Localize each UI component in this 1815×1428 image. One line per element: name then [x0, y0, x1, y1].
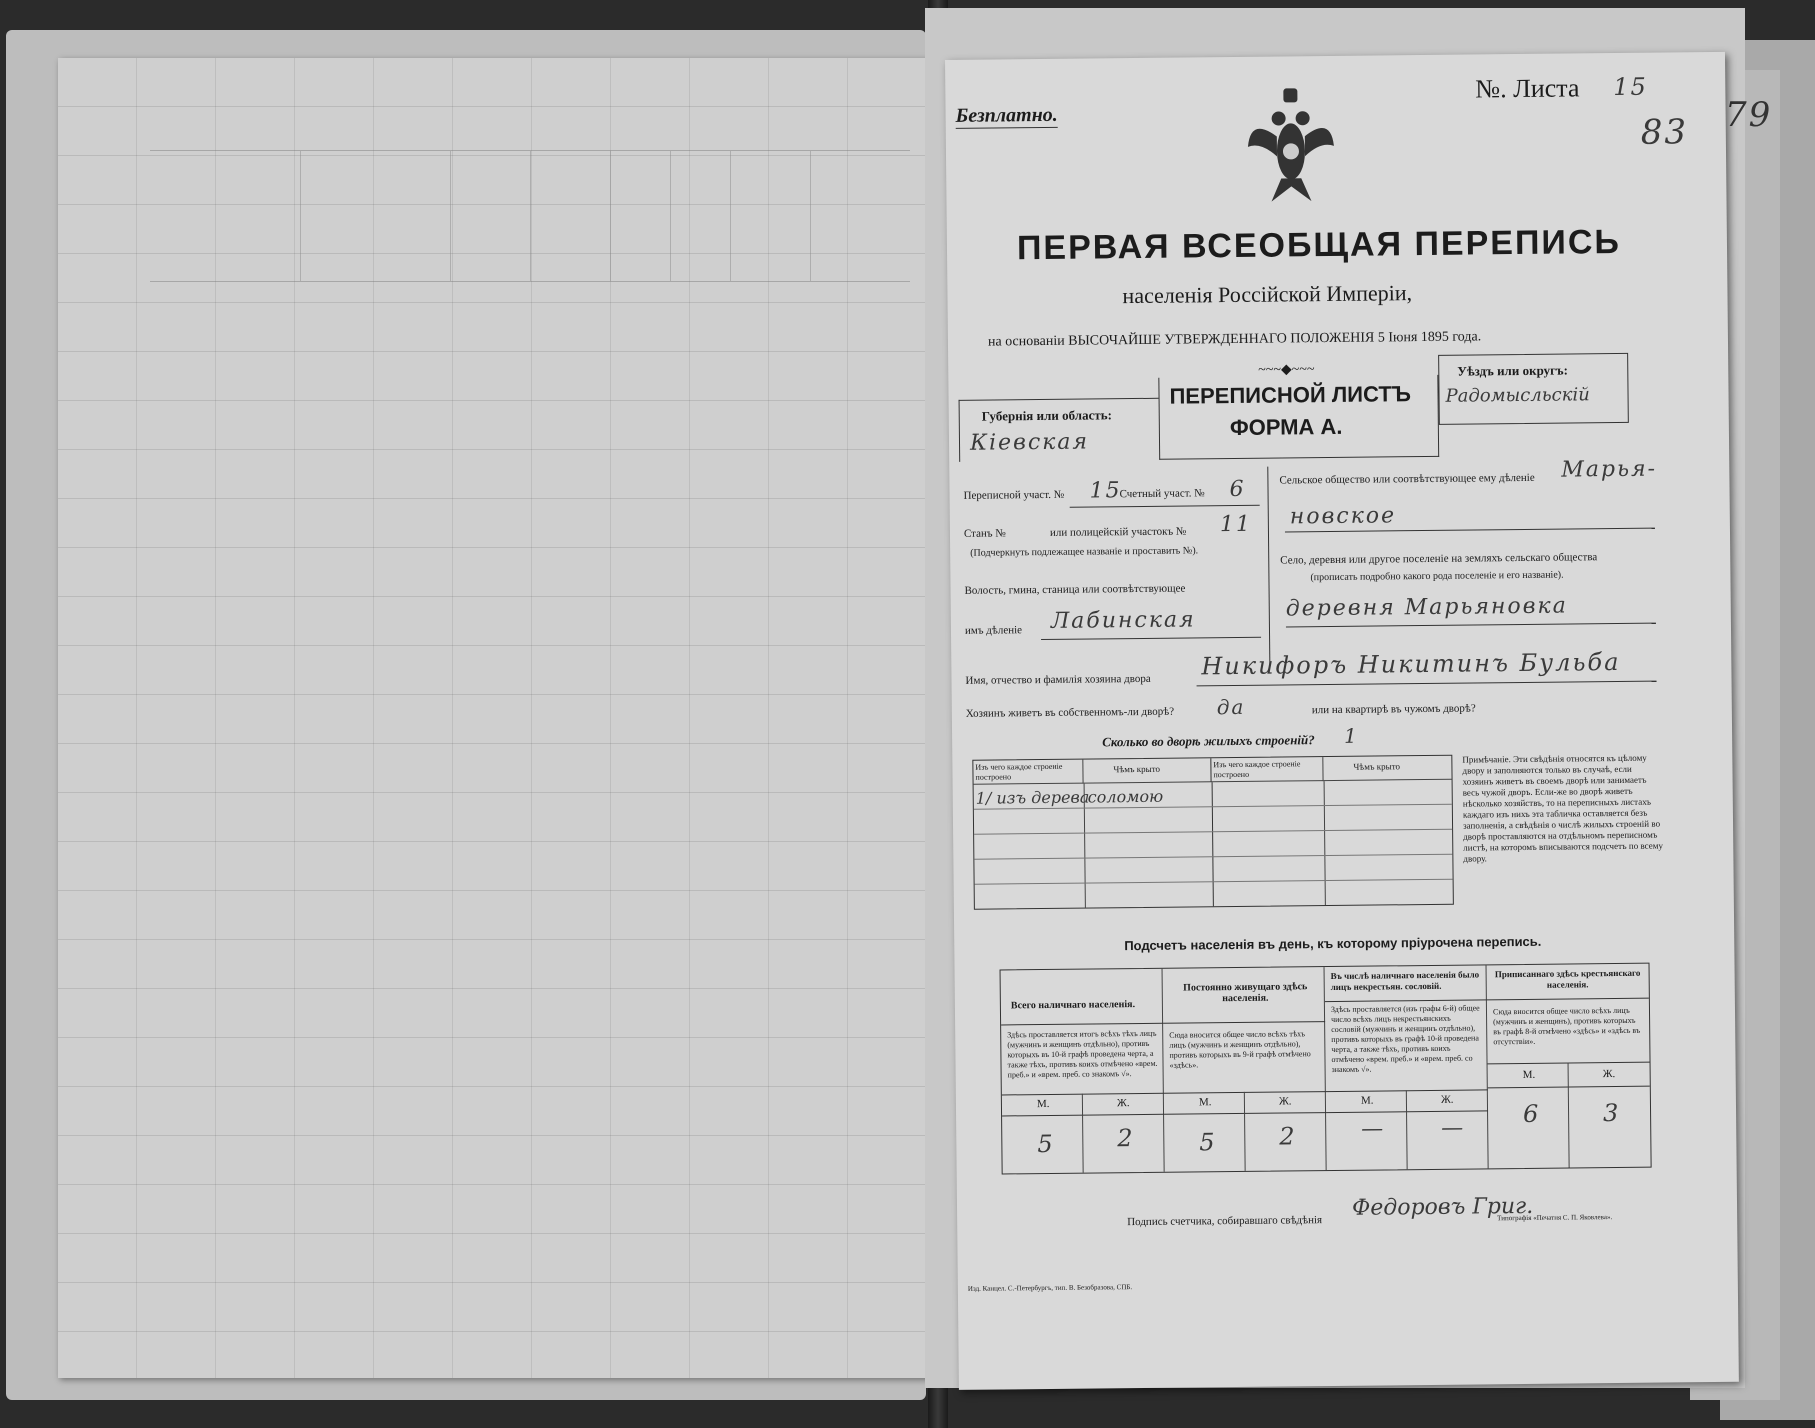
tally-female: 2 — [1117, 1124, 1135, 1153]
tally-desc: Здѣсь проставляется итогъ всѣхъ тѣхъ лицъ (мужчинъ и женщинъ отдѣльно), противъ которыхъ въ 10-й графѣ проведена черта, а также тѣхъ, противъ коихъ отмѣчено «врем. преб.» и «врем. преб. со знакомъ √». — [1007, 1028, 1158, 1080]
sheet-number-label: №. Листа — [1475, 73, 1580, 104]
census-area-label: Переписной участ. № — [963, 488, 1065, 502]
district-value: Радомысльскій — [1445, 384, 1590, 407]
tally-male: 6 — [1522, 1099, 1541, 1129]
printer-left: Изд. Канцел. С.-Петербургъ, тип. В. Безобразова, СПБ. — [967, 1283, 1133, 1293]
printer-right: Типографія «Печатня С. П. Яковлева». — [1497, 1213, 1613, 1223]
tally-desc: Сюда вносится общее число всѣхъ лицъ (мужчинъ и женщинъ), противъ которыхъ въ графѣ 8-й отмѣчено «здѣсь» и «здѣсь въ отсутствіи». — [1492, 1005, 1641, 1047]
stan-label: Станъ № — [963, 527, 1006, 540]
count-area-value: 6 — [1229, 476, 1246, 503]
male-label: М. — [1036, 1097, 1050, 1111]
legal-basis: на основаніи ВЫСОЧАЙШЕ УТВЕРЖДЕННАГО ПОЛОЖЕНІЯ 5 Іюня 1895 года. — [987, 329, 1482, 350]
sheet-number: 15 — [1613, 72, 1649, 102]
village-note: (прописать подробно какого рода поселеніе и его названіе). — [1310, 569, 1564, 584]
page-title: ПЕРВАЯ ВСЕОБЩАЯ ПЕРЕПИСЬ — [1016, 222, 1622, 268]
police-label: или полицейскій участокъ № — [1049, 525, 1187, 539]
tally-col-1 — [1001, 969, 1165, 1174]
build-row1-material: 1/ изъ дерева — [975, 787, 1090, 808]
tally-col-4 — [1487, 964, 1651, 1169]
governorate-box — [959, 398, 1160, 462]
faded-table-bleedthrough — [150, 150, 910, 282]
tally-head: Постоянно живущаго здѣсь населенія. — [1183, 981, 1308, 1005]
governorate-value: Кіевская — [969, 429, 1090, 456]
society-value-2: новское — [1289, 503, 1397, 530]
build-col-material-2: Изъ чего каждое строеніе построено — [1213, 759, 1301, 780]
stan-note: (Подчеркнуть подлежащее названіе и проставить №). — [970, 545, 1199, 559]
tally-table — [1000, 963, 1652, 1175]
form-subtitle: ФОРМА А. — [1229, 413, 1343, 441]
tally-desc: Здѣсь проставляется (изъ графы 6-й) общее число всѣхъ лицъ некрестьянскихъ сословій (мужчинъ и женщинъ отдѣльно), противъ которыхъ въ графѣ 10-й проведена черта, а также тѣхъ, противъ коихъ отмѣчено «врем. преб.» и «врем. преб. со знакомъ √». — [1330, 1003, 1480, 1075]
divider-ornament: ~~~◆~~~ — [1258, 362, 1315, 378]
imperial-eagle-icon — [1245, 86, 1336, 207]
tally-head: Въ числѣ наличнаго населенія было лицъ некрестьян. сословій. — [1330, 969, 1480, 993]
form-title-box — [1158, 375, 1439, 460]
tally-female: 2 — [1279, 1122, 1297, 1151]
build-col-roof: Чѣмъ крыто — [1113, 763, 1161, 775]
village-label: Село, деревня или другое поселеніе на земляхъ сельскаго общества — [1280, 551, 1598, 567]
police-value: 11 — [1219, 511, 1253, 538]
district-label: Уѣздъ или округъ: — [1457, 362, 1568, 379]
rule — [1197, 681, 1657, 687]
female-label: Ж. — [1116, 1097, 1130, 1110]
female-label: Ж. — [1602, 1068, 1616, 1081]
tally-female: 3 — [1602, 1098, 1621, 1128]
tally-male: — — [1361, 1116, 1386, 1142]
build-col-material: Изъ чего каждое строеніе построено — [975, 761, 1063, 782]
tally-male: 5 — [1037, 1129, 1055, 1159]
owner-label: Имя, отчество и фамилія хозяина двора — [965, 672, 1151, 687]
district-box — [1438, 353, 1629, 425]
count-area-label: Счетный участ. № — [1119, 487, 1205, 501]
signature-label: Подпись счетчика, собиравшаго свѣдѣнія — [1127, 1214, 1323, 1229]
society-value: Марья- — [1561, 456, 1658, 483]
volost-label: Волость, гмина, станица или соотвѣтствующее — [964, 582, 1186, 597]
free-label: Безплатно. — [955, 103, 1058, 127]
tally-title: Подсчетъ населенія въ день, къ которому пріурочена перепись. — [1124, 933, 1542, 954]
form-title: ПЕРЕПИСНОЙ ЛИСТЪ — [1169, 381, 1412, 409]
tally-female: — — [1441, 1115, 1466, 1141]
subtitle: населенія Россійской Имперіи, — [1122, 280, 1413, 309]
tally-col-3 — [1325, 965, 1489, 1170]
tally-head: Приписаннаго здѣсь крестьянскаго населенія. — [1494, 967, 1641, 990]
male-label: М. — [1360, 1094, 1374, 1107]
volost-label-2: имъ дѣленіе — [964, 624, 1023, 637]
column-divider — [1267, 467, 1270, 667]
buildings-label: Сколько во дворѣ жилыхъ строеній? — [1102, 732, 1315, 750]
signature-value: Федоровъ Григ. — [1351, 1193, 1534, 1221]
male-label: М. — [1198, 1096, 1212, 1109]
male-label: М. — [1522, 1068, 1536, 1082]
tally-male: 5 — [1199, 1128, 1217, 1157]
tally-col-2 — [1163, 967, 1327, 1172]
lives-own-label: Хозяинъ живетъ въ собственномъ-ли дворѣ? — [965, 705, 1175, 720]
page-number: 83 — [1640, 112, 1689, 153]
note-text: Примѣчаніе. Эти свѣдѣнія относятся къ цѣлому двору и заполняются только въ случаѣ, если хозяинъ живетъ въ своемъ дворѣ или занимаетъ весь чужой дворъ. Если-же во дворѣ живетъ нѣсколько хозяйствъ, то на переписныхъ листахъ каждаго изъ нихъ эта табличка оставляется безъ заполненія, а свѣдѣнія о числѣ жилыхъ строеній во дворѣ проставляются на отдѣльномъ переписномъ листѣ, на которомъ вписываются подсчетъ по всему двору. — [1462, 752, 1663, 864]
tally-head: Всего наличнаго населенія. — [1010, 999, 1136, 1012]
side-number: 79 — [1725, 95, 1773, 135]
rule — [1286, 623, 1656, 628]
census-area-value: 15 — [1089, 478, 1122, 504]
female-label: Ж. — [1440, 1093, 1454, 1106]
census-form-sheet — [945, 52, 1739, 1390]
governorate-label: Губернія или область: — [981, 407, 1112, 424]
lives-rent-label: или на квартирѣ въ чужомъ дворѣ? — [1311, 702, 1476, 717]
owner-value: Никифоръ Никитинъ Бульба — [1201, 647, 1621, 681]
tally-desc: Сюда вносится общее число всѣхъ тѣхъ лицъ (мужчинъ и женщинъ отдѣльно), противъ которыхъ въ 9-й графѣ отмѣчено «здѣсь». — [1169, 1029, 1311, 1070]
build-col-roof-2: Чѣмъ крыто — [1353, 761, 1401, 772]
society-label: Сельское общество или соотвѣтствующее ему дѣленіе — [1279, 471, 1535, 487]
lives-own-value: да — [1216, 694, 1246, 720]
rule — [1041, 637, 1261, 640]
build-row1-roof: соломою — [1087, 786, 1164, 807]
village-value: деревня Марьяновка — [1285, 593, 1568, 622]
volost-value: Лабинская — [1050, 607, 1196, 634]
rule — [1070, 505, 1260, 508]
female-label: Ж. — [1278, 1095, 1292, 1108]
buildings-table — [972, 755, 1454, 910]
buildings-value: 1 — [1343, 723, 1359, 748]
